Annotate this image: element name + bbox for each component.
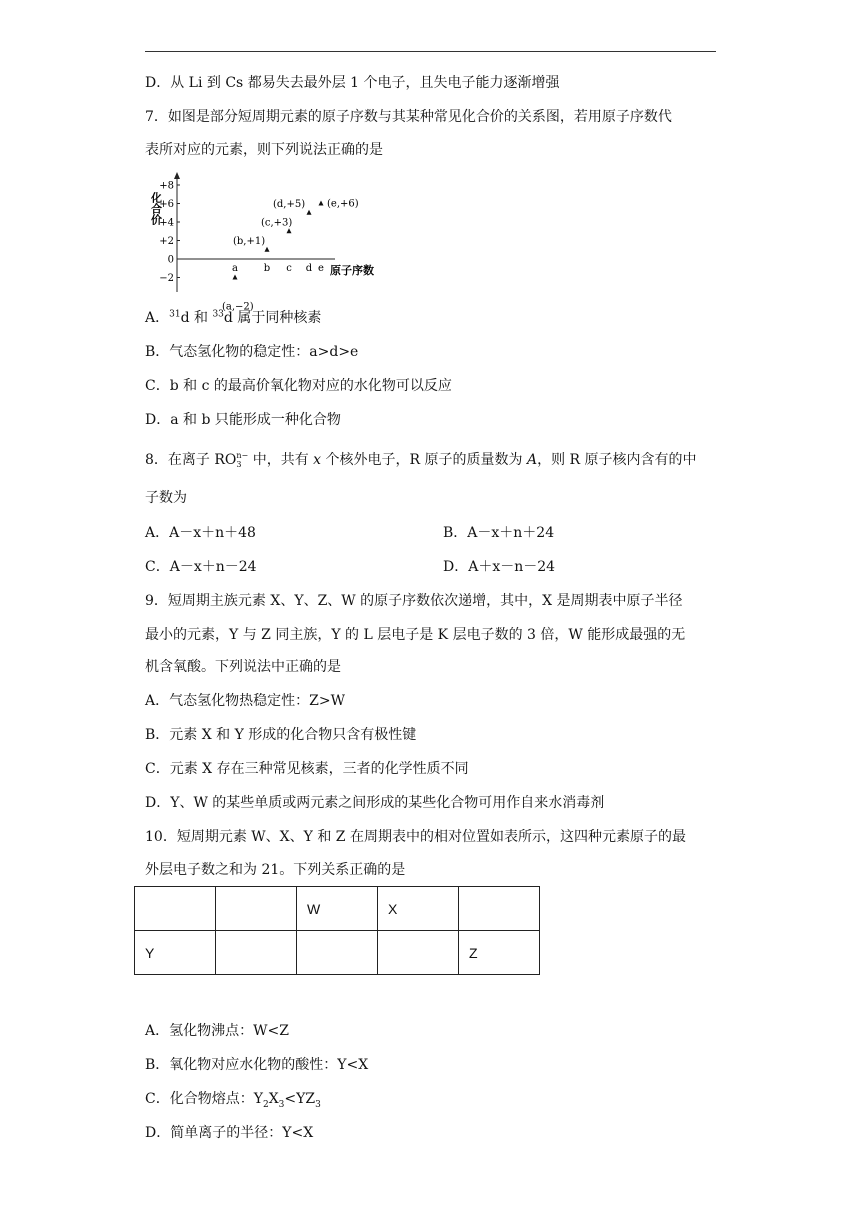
- q10-sub-1: 2: [262, 1099, 269, 1110]
- q8-stem-line1: [145, 450, 697, 470]
- table-cell: Z: [459, 931, 540, 975]
- q7-option-a-post: d 属于同种核素: [223, 310, 322, 326]
- q10-option-c: [145, 1089, 321, 1109]
- table-row: [135, 931, 540, 975]
- data-point-b: [265, 247, 270, 252]
- data-label-d: (d,+5): [273, 198, 306, 210]
- y-tick-label: +8: [159, 180, 174, 192]
- q8-option-c: C．A－x＋n－24: [145, 559, 257, 575]
- header-rule: [145, 51, 716, 52]
- q9-option-d: D．Y、W 的某些单质或两元素之间形成的某些化合物可用作自来水消毒剂: [145, 795, 605, 811]
- q7-option-a-mid: d 和: [180, 310, 213, 326]
- q8-stem-part-c: 个核外电子，R 原子的质量数为: [321, 452, 527, 468]
- periodic-position-table: [134, 886, 540, 975]
- y-tick-label: 0: [167, 254, 174, 266]
- data-label-c: (c,+3): [261, 217, 293, 229]
- table-cell: W: [297, 887, 378, 931]
- q8-stem-line2: 子数为: [145, 490, 187, 506]
- q10-sub-2: 3: [278, 1099, 285, 1110]
- x-tick-label: a: [232, 263, 238, 274]
- q6-option-d: D．从 Li 到 Cs 都易失去最外层 1 个电子，且失电子能力逐渐增强: [145, 75, 560, 91]
- q9-option-b: B．元素 X 和 Y 形成的化合物只含有极性键: [145, 727, 417, 743]
- data-label-b: (b,+1): [233, 235, 266, 247]
- data-point-a: [233, 275, 238, 280]
- q8-option-a: A．A－x＋n＋48: [145, 525, 256, 541]
- q7-stem-line2: 表所对应的元素，则下列说法正确的是: [145, 142, 383, 158]
- y-axis-label: 化合价: [149, 192, 163, 225]
- x-tick-label: e: [318, 263, 324, 274]
- table-cell: X: [378, 887, 459, 931]
- q10-option-c-m1: X: [268, 1091, 279, 1107]
- q7-option-b: B．气态氢化物的稳定性：a>d>e: [145, 344, 359, 360]
- q9-option-c: C．元素 X 存在三种常见核素，三者的化学性质不同: [145, 761, 469, 777]
- y-tick-label: +4: [159, 217, 174, 229]
- q8-a-variable: A: [526, 452, 538, 468]
- q10-option-d: D．简单离子的半径：Y<X: [145, 1125, 314, 1141]
- q7-option-c: C．b 和 c 的最高价氧化物对应的水化物可以反应: [145, 378, 452, 394]
- q7-mass-number-31: 31: [169, 309, 181, 320]
- data-point-d: [307, 210, 312, 215]
- x-tick-label: c: [286, 263, 292, 274]
- q8-ion-charge: [236, 451, 248, 469]
- q7-stem-line1: 7．如图是部分短周期元素的原子序数与其某种常见化合价的关系图，若用原子序数代: [145, 109, 672, 125]
- table-cell: [378, 931, 459, 975]
- q9-stem-line3: 机含氧酸。下列说法中正确的是: [145, 659, 341, 675]
- y-tick-label: −2: [159, 273, 174, 284]
- valence-chart: [149, 170, 410, 313]
- q8-option-d: D．A＋x－n－24: [443, 559, 556, 575]
- q8-stem-part-d: ，则 R 原子核内含有的中: [537, 452, 697, 468]
- data-point-e: [319, 201, 324, 206]
- q7-option-d: D．a 和 b 只能形成一种化合物: [145, 412, 341, 428]
- data-point-c: [287, 228, 292, 233]
- table-cell: Y: [135, 931, 216, 975]
- y-tick-label: +2: [159, 236, 174, 247]
- q10-option-b: B．氧化物对应水化物的酸性：Y<X: [145, 1057, 369, 1073]
- table-cell: [459, 887, 540, 931]
- q7-mass-number-33: 33: [212, 309, 224, 320]
- data-label-a: (a,−2): [222, 301, 254, 313]
- y-tick-label: +6: [159, 199, 174, 210]
- table-cell: [216, 931, 297, 975]
- q7-option-a: [145, 308, 321, 328]
- q10-sub-3: 3: [315, 1099, 321, 1110]
- table-cell: [135, 887, 216, 931]
- q10-stem-line2: 外层电子数之和为 21。下列关系正确的是: [145, 862, 406, 878]
- x-tick-label: d: [305, 263, 313, 274]
- q8-ion-sup: n−: [236, 451, 249, 460]
- x-tick-label: b: [263, 263, 271, 274]
- q9-option-a: A．气态氢化物热稳定性：Z>W: [145, 693, 345, 709]
- table-cell: [297, 931, 378, 975]
- q10-option-a: A．氢化物沸点：W<Z: [145, 1023, 289, 1039]
- q7-option-a-prefix: A．: [145, 310, 170, 326]
- q8-option-b: B．A－x＋n＋24: [443, 525, 555, 541]
- q10-stem-line1: 10．短周期元素 W、X、Y 和 Z 在周期表中的相对位置如表所示，这四种元素原子的最: [145, 829, 686, 845]
- q9-stem-line1: 9．短周期主族元素 X、Y、Z、W 的原子序数依次递增，其中，X 是周期表中原子半径: [145, 593, 683, 609]
- q8-stem-part-a: 8．在离子 RO: [145, 452, 237, 468]
- q8-x-variable: x: [313, 452, 322, 468]
- q8-ion-sub: 3: [236, 460, 242, 469]
- q10-option-c-prefix: C．化合物熔点：Y: [145, 1091, 263, 1107]
- q8-stem-part-b: 中，共有: [248, 452, 314, 468]
- q9-stem-line2: 最小的元素，Y 与 Z 同主族，Y 的 L 层电子是 K 层电子数的 3 倍，W 能形成最强的无: [145, 627, 686, 643]
- x-axis-label: 原子序数: [330, 264, 374, 277]
- table-cell: [216, 887, 297, 931]
- q10-option-c-m2: <YZ: [284, 1091, 316, 1107]
- table-row: [135, 887, 540, 931]
- data-label-e: (e,+6): [327, 198, 359, 210]
